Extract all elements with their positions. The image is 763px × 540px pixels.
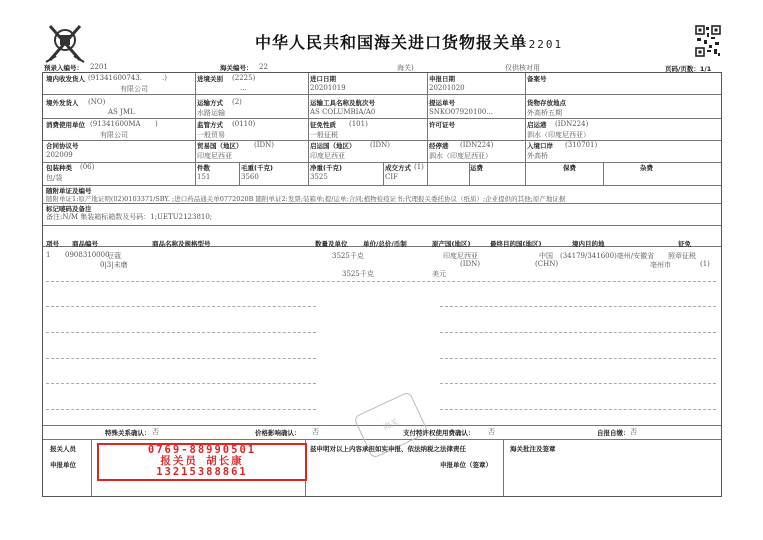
pieces-label: 件数 bbox=[197, 164, 210, 172]
declarant-stamp bbox=[97, 443, 307, 481]
user-code: (91341600MA bbox=[90, 120, 141, 128]
col-domestic: 境内目的地 bbox=[572, 240, 605, 248]
customs-no-label: 海关编号： bbox=[220, 64, 253, 72]
consignee-code-tail: .) bbox=[162, 74, 167, 82]
col-qty-unit: 数量及单位 bbox=[315, 240, 348, 248]
package-code: (06) bbox=[80, 163, 95, 171]
origin-country-code: (IDN) bbox=[370, 141, 390, 149]
item-no: 1 bbox=[46, 251, 51, 259]
prerecord-value: 2201 bbox=[90, 63, 108, 71]
page-label: 页码/页数：1/1 bbox=[665, 65, 712, 73]
qty-secondary: 3525千克 bbox=[342, 270, 374, 278]
deal-name: CIF bbox=[385, 173, 398, 181]
vessel-label: 运输工具名称及航次号 bbox=[310, 99, 375, 107]
gross-weight-value: 3560 bbox=[241, 173, 259, 181]
record-no-label: 备案号 bbox=[527, 75, 547, 83]
levy-label: 征免性质 bbox=[310, 121, 336, 129]
col-destination: 最终目的国(地区) bbox=[490, 240, 542, 248]
pieces-value: 151 bbox=[197, 173, 211, 181]
consignee-code: (91341600743. bbox=[88, 74, 142, 82]
col-levy: 征免 bbox=[678, 240, 691, 248]
overseas-code: (NO) bbox=[88, 98, 106, 106]
departure-port-label: 启运港 bbox=[527, 121, 547, 129]
trade-country-label: 贸易国（地区） bbox=[197, 142, 243, 150]
remark-label: 海关批注及签章 bbox=[510, 445, 556, 453]
royalty-value: 否 bbox=[488, 428, 495, 436]
domestic-city: 亳州市 bbox=[650, 261, 671, 269]
entry-port-name: 外高桥 bbox=[527, 152, 548, 160]
unit-sign-label: 申报单位（签章） bbox=[440, 461, 492, 469]
page-title: 中华人民共和国海关进口货物报关单 bbox=[255, 33, 528, 52]
gross-weight-label: 毛重(千克) bbox=[241, 164, 273, 172]
bill-value: SNKO07920100... bbox=[429, 108, 494, 116]
transit-port-label: 经停港 bbox=[429, 142, 449, 150]
product-spec: 0|3|未磨 bbox=[100, 261, 128, 269]
trade-country-code: (IDN) bbox=[254, 141, 274, 149]
stamp-name: 报关员 胡长康 bbox=[160, 455, 244, 467]
col-origin: 原产国(地区) bbox=[432, 240, 471, 248]
transit-port-name: 泗水（印度尼西亚） bbox=[429, 152, 492, 160]
net-weight-value: 3525 bbox=[310, 173, 328, 181]
user-name: 有限公司 bbox=[100, 131, 128, 139]
levy-code: (101) bbox=[349, 120, 368, 128]
freight-label: 运费 bbox=[470, 164, 483, 172]
deal-code: (1) bbox=[414, 163, 424, 171]
origin-country-name: 印度尼西亚 bbox=[310, 152, 345, 160]
copy-note: 仅供核对用 bbox=[505, 64, 540, 72]
qr-code-icon bbox=[695, 25, 721, 57]
supervision-code: (0110) bbox=[232, 120, 256, 128]
price-impact-value: 否 bbox=[312, 428, 319, 436]
import-date-value: 20201019 bbox=[310, 84, 346, 92]
contract-value: 202009 bbox=[46, 151, 73, 159]
levy-mode-code: (1) bbox=[700, 260, 710, 268]
departure-port-code: (IDN224) bbox=[555, 120, 589, 128]
vessel-value: AS COLUMBIA/A0 bbox=[310, 108, 376, 116]
consignee-label: 境内收发货人 bbox=[46, 75, 85, 83]
package-name: 包/袋 bbox=[46, 174, 63, 182]
price-impact-label: 价格影响确认： bbox=[255, 429, 301, 437]
product-name: 豆蔻 bbox=[107, 252, 121, 260]
prerecord-label: 预录入编号： bbox=[44, 64, 83, 72]
insurance-label: 保费 bbox=[563, 164, 576, 172]
supervision-name: 一般贸易 bbox=[197, 131, 225, 139]
port-name: ... bbox=[240, 84, 247, 92]
origin-country-label: 启运国（地区） bbox=[310, 142, 356, 150]
declare-date-label: 申报日期 bbox=[429, 75, 455, 83]
declare-date-value: 20201020 bbox=[429, 84, 465, 92]
special-relation-label: 特殊关系确认： bbox=[105, 429, 151, 437]
col-name-spec: 商品名称及规格型号 bbox=[152, 240, 211, 248]
entry-port-label: 入境口岸 bbox=[527, 142, 553, 150]
domestic-dest: (34179/341600)亳州/安徽省 bbox=[560, 252, 655, 260]
royalty-label: 支付特许权使用费确认： bbox=[403, 429, 475, 437]
currency: 美元 bbox=[432, 270, 446, 278]
package-label: 包装种类 bbox=[46, 164, 72, 172]
unit-label: 申报单位 bbox=[50, 461, 76, 469]
product-code: 0908310000 bbox=[65, 251, 110, 259]
marks-line: 备注:N/M 集装箱标箱数及号码：1;UETU2123810; bbox=[46, 213, 213, 221]
import-date-label: 进口日期 bbox=[310, 75, 336, 83]
col-price: 单价/总价/币制 bbox=[363, 240, 407, 248]
deal-label: 成交方式 bbox=[385, 164, 411, 172]
declaration-text: 兹申明对以上内容承担如实申报、依法纳税之法律责任 bbox=[310, 445, 466, 453]
entry-port-code: (310701) bbox=[565, 141, 598, 149]
marks-label: 标记唛码及备注 bbox=[46, 205, 92, 213]
col-product-code: 商品编号 bbox=[72, 240, 98, 248]
overseas-name: AS JML bbox=[108, 108, 135, 116]
permit-label: 许可证号 bbox=[429, 121, 455, 129]
levy-name: 一般征税 bbox=[310, 131, 338, 139]
customs-suffix: 海关) bbox=[397, 64, 414, 72]
doc-number: *2201 bbox=[520, 38, 564, 51]
misc-label: 杂费 bbox=[640, 164, 653, 172]
transport-label: 运输方式 bbox=[197, 99, 223, 107]
origin-code: (IDN) bbox=[460, 260, 480, 268]
user-code-tail: ) bbox=[155, 120, 158, 128]
customs-no-value: 22 bbox=[259, 63, 268, 71]
stamp-phone: 0769-88990501 bbox=[147, 444, 257, 456]
origin-name: 印度尼西亚 bbox=[443, 252, 478, 260]
user-label: 消费使用单位 bbox=[46, 121, 85, 129]
special-relation-value: 否 bbox=[152, 428, 159, 436]
net-weight-label: 净重(千克) bbox=[310, 164, 342, 172]
customs-emblem-icon bbox=[40, 20, 90, 68]
levy-mode: 照章征税 bbox=[668, 252, 696, 260]
transport-code: (2) bbox=[232, 98, 242, 106]
port-label: 进境关别 bbox=[197, 75, 223, 83]
storage-label: 货物存放地点 bbox=[527, 99, 566, 107]
bill-label: 提运单号 bbox=[429, 99, 455, 107]
docs-line: 随附单证1:原产地证明(02)0103371/SBY. ;进口药品通关单0772020B 随附单证2:发票;装箱单;提/运单;合同;植物检疫证书;代理报关委托协议（纸质）;企业提供的其他;原产地证据 bbox=[46, 195, 566, 203]
col-item-no: 项号 bbox=[46, 240, 59, 248]
self-report-value: 否 bbox=[630, 428, 637, 436]
faint-watermark: 海关 bbox=[353, 391, 429, 459]
transport-name: 水路运输 bbox=[197, 109, 225, 117]
destination-name: 中国 bbox=[539, 252, 553, 260]
stamp-mobile: 13215388861 bbox=[156, 466, 248, 478]
declarant-label: 报关人员 bbox=[50, 445, 76, 453]
overseas-label: 境外发货人 bbox=[46, 99, 79, 107]
supervision-label: 监管方式 bbox=[197, 121, 223, 129]
destination-code: (CHN) bbox=[535, 260, 559, 268]
self-report-label: 自报自缴： bbox=[597, 429, 630, 437]
port-code: (2225) bbox=[232, 74, 256, 82]
trade-country-name: 印度尼西亚 bbox=[197, 152, 232, 160]
transit-port-code: (IDN224) bbox=[460, 141, 494, 149]
consignee-name: 有限公司 bbox=[120, 85, 148, 93]
departure-port-name: 泗水（印度尼西亚） bbox=[527, 131, 590, 139]
qty-primary: 3525千克 bbox=[332, 252, 364, 260]
storage-value: 外高桥五期 bbox=[527, 109, 562, 117]
contract-label: 合同协议号 bbox=[46, 142, 79, 150]
docs-label: 随附单证及编号 bbox=[46, 187, 92, 195]
